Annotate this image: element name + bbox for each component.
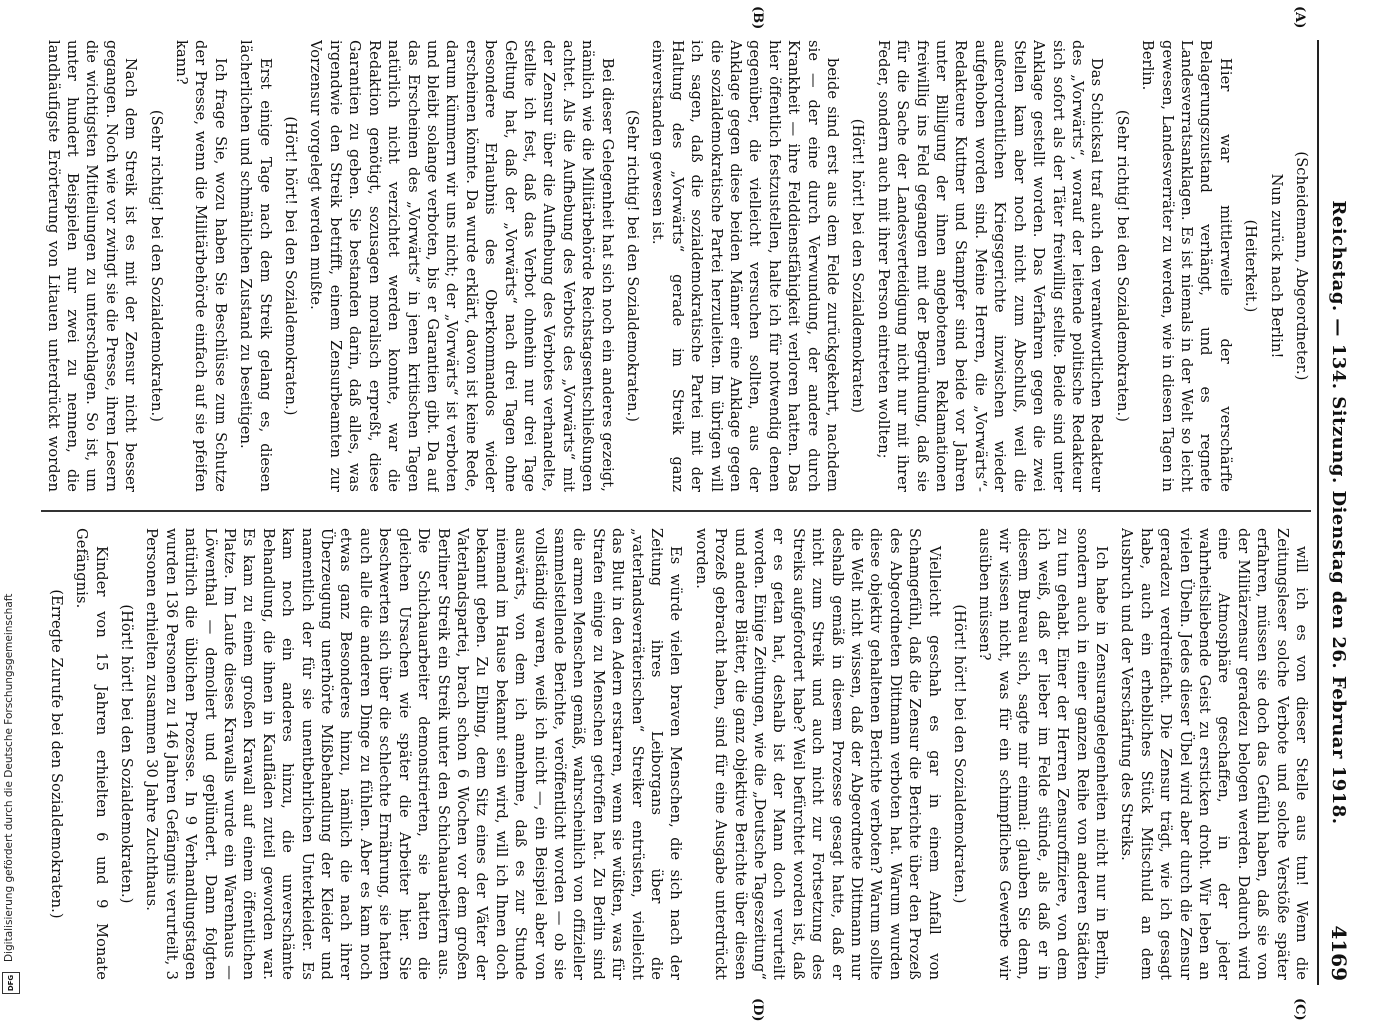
paragraph: beide sind erst aus dem Felde zurückgekehrt, nachdem sie — der eine durch Verwundung, der andere durch Krankheit — ihre Felddienstfähigkeit verloren hatten. Das hier öffentlich festzustellen, halte ich für notwendig denen gegenüber, die vielleicht versuchen sollten, aus der Anklage gegen diese beiden Männer eine Anklage gegen die sozialdemokratische Partei herzuleiten. Im übrigen will ich sagen, daß die sozialdemokratische Partei mit der Haltung des „Vorwärts“ gerade im Streik ganz einverstanden gewesen ist. [649, 40, 842, 492]
paragraph: (Erregte Zurufe bei den Sozialdemokraten.) [47, 589, 65, 919]
paragraph: (Hört! hört! bei den Sozialdemokraten) [849, 118, 867, 414]
paragraph: Das Schicksal traf auch den verantwortlichen Redakteur des „Vorwärts“, worauf der leitende politische Redakteur sich sofort als der Täter freiwillig stellte. Beide sind unter Anklage gestellt worden. Das Verfahren gegen die zwei Stellen kam aber noch nicht zum Abschluß, weil die außerordentlichen Kriegsgerichte inzwischen wieder aufgehoben worden sind. Meine Herren, die „Vorwärts“-Redakteure Kuttner und Stampfer sind beide vor Jahren unter Billigung der ihnen angebotenen Reklamationen freiwillig ins Feld gegangen mit der Begründung, daß sie für die Sache der Landesverteidigung nicht nur mit ihrer Feder, sondern auch mit ihrer Person eintreten wollten; [874, 40, 1106, 492]
margin-marker-d: (D) [750, 998, 765, 1022]
margin-marker-a: (A) [1292, 6, 1307, 29]
paragraph: (Hört! hört! bei den Sozialdemokraten.) [118, 604, 136, 904]
paragraph: (Heiterkeit.) [1242, 219, 1260, 313]
paragraph: Bei dieser Gelegenheit hat sich noch ein anderes gezeigt, nämlich wie die Militärbehörde Reichstagsentschließungen achtet. Als die Aufhebung des Verbots des „Vorwärts“ mit der Zensur über die Aufhebung des Verbotes verhandelte, stellte ich fest, daß das Verbot ohnehin nur drei Tage Geltung hat, daß der „Vorwärts“ nach drei Tagen ohne besondere Erlaubnis des Oberkommandos wieder erscheinen könnte. Da wurde erklärt, davon ist keine Rede, darum kümmern wir uns nicht; der „Vorwärts“ ist verboten und bleibt solange verboten, bis er Garantien gibt. Da auf das Erscheinen des „Vorwärts“ in jenen kritischen Tagen natürlich nicht verzichtet werden konnte, war die Redaktion genötigt, sozusagen moralisch erpreßt, diese Garantien zu geben. Sie bestanden darin, daß alles, was irgendwie den Streik betrifft, einem Zensurbeamten zur Vorzensur vorgelegt werden mußte. [307, 40, 616, 492]
paragraph: will ich es von dieser Stelle aus tun! Wenn die Zeitungsleser solche Verbote und solche Verstöße später erfahren, müssen sie doch das Gefühl haben, daß sie von der Militärzensur geradezu belogen werden. Dadurch wird eine Atmosphäre geschaffen, in der jeder wahrheitsliebende Geist zu ersticken droht. Wir leben an vielen Übeln. Jedes dieser Übel wird aber durch die Zensur geradezu verdreifacht. Die Zensur trägt, wie ich gesagt habe, auch ein erhebliches Stück Mitschuld an dem Ausbruch und der Verschärfung des Streiks. [1118, 528, 1310, 980]
dfg-logo-text: DFG [7, 974, 15, 992]
dfg-logo [2, 972, 20, 994]
paragraph: (Hört! hört! bei den Sozialdemokraten.) [951, 604, 969, 904]
paragraph: (Hört! hört! bei den Sozialdemokraten.) [282, 116, 300, 416]
text-columns [41, 40, 1311, 985]
paragraph: Ich habe in Zensurangelegenheiten nicht nur in Berlin, sondern auch in einer ganzen Reihe von anderen Städten zu tun gehabt. Einer der Herren Zensuroffiziere, von dem ich weiß, daß er lieber im Felde stünde, als daß er in diesem Bureau sich, sagte mir einmal: glauben Sie denn, wir wissen nicht, was für ein schimpfliches Gewerbe wir ausüben müssen? [976, 528, 1110, 980]
document-page [35, 6, 1355, 1022]
page-number: 4169 [1327, 925, 1351, 981]
paragraph: Erst einige Tage nach dem Streik gelang es, diesen lächerlichen und schmählichen Zustand zu beseitigen. [237, 40, 274, 492]
paragraph: Nun zurück nach Berlin! [1267, 173, 1285, 359]
paragraph: (Sehr richtig! bei den Sozialdemokraten.) [147, 109, 165, 423]
column-divider [41, 510, 1311, 512]
paragraph: Kinder von 15 Jahren erhielten 6 und 9 Monate Gefängnis. [73, 528, 110, 980]
funding-sidebar [0, 0, 22, 1000]
paragraph: Vielleicht geschah es gar in einem Anfall von Schamgefühl, daß die Zensur die Berichte über den Prozeß des Abgeordneten Dittmann verboten hat. Warum wurden diese objektiv gehaltenen Berichte verboten? Warum sollte die Welt nicht wissen, daß der Abgeordnete Dittmann nur deshalb gemäß in diesem Prozesse gesagt hatte, daß er nicht zum Streik und auch nicht zur Fortsetzung des Streiks aufgefordert habe? Weil befürchtet worden ist, daß er es getan hat, deshalb ist der Mann doch verurteilt worden. Einige Zeitungen, wie die „Deutsche Tageszeitung“ und andere Blätter, die ganz objektive Berichte über diesen Prozeß gebracht haben, sind für eine Ausgabe unterdrückt worden. [692, 528, 943, 980]
funding-note: Digitalisierung gefördert durch die Deutsche Forschungsgemeinschaft [3, 593, 15, 962]
paragraph: (Sehr richtig! bei den Sozialdemokraten.) [624, 109, 641, 423]
paragraph: Hier war mittlerweile der verschärfte Belagerungszustand verhängt, und es regnete Landesverratsanklagen. Es ist niemals in der Welt so leicht gewesen, Landesverräter zu werden, wie in diesen Tagen in Berlin. [1139, 40, 1234, 492]
page-title: Reichstag. — 134. Sitzung. Dienstag den 26. Februar 1918. [1328, 200, 1349, 825]
paragraph: (Sehr richtig! bei den Sozialdemokraten.) [1113, 109, 1131, 423]
margin-marker-b: (B) [750, 6, 765, 30]
paragraph: (Scheidemann, Abgeordneter.) [1293, 151, 1310, 381]
left-column [41, 40, 1311, 492]
right-column [41, 528, 1311, 980]
paragraph: Nach dem Streik ist es mit der Zensur nicht besser gegangen. Noch wie vor zwingt sie die Presse, ihren Lesern die wichtigsten Mitteilungen zu unterschlagen. So ist, um unter hundert Beispielen nur zwei zu nennen, die landhäufigste Erörterung von Litauen unterdrückt worden [44, 40, 140, 492]
paragraph: Es würde vielen braven Menschen, die sich nach der Zeitung ihres Leiborgans über die „vaterlandsverräterischen“ Streiker entrüsten, vielleicht das Blut in den Adern erstarren, wenn sie wüßten, was für Strafen einige zu Menschen getroffen hat. Zu Berlin sind die armen Menschen gemäß, wahrscheinlich von offizieller sammelstellende Berichte, veröffentlicht worden — ob sie vollständig waren, weiß ich nicht —, ein Beispiel aber von auswärts, von dem ich annehme, daß es zur Stunde niemand im Hause bekannt sein wird, will ich Ihnen doch bekannt geben. Zu Elbing, dem Sitz eines der Väter der Vaterlandspartei, brach schon 6 Wochen vor dem großen Berliner Streik ein Streik unter den Schichauarbeitern aus. Die Schichauarbeiter demonstrierten, sie hatten die gleichen Ursachen wie später die Arbeiter hier. Sie beschwerten sich über die schlechte Ernährung, sie hatten auch alle die anderen Dinge zu fühlen. Aber es kam noch etwas ganz Besonderes hinzu, nämlich die nach ihrer Überzeugung unerhörte Mißbehandlung der Kleider und namentlich der für sie unentbehrlichen Unterkleider. Es kam noch ein anderes hinzu, die unverschämte Behandlung, die ihnen in Kaufläden zuteil geworden war. Es kam zu einem großen Krawall auf einem öffentlichen Platze. Im Laufe dieses Krawalls wurde ein Warenhaus — Löwenthal — demoliert und geplündert. Dann folgten natürlich die üblichen Prozesse. In 9 Verhandlungstagen wurden 136 Personen zu 146 Jahren Gefängnis verurteilt, 3 Personen erhielten zusammen 30 Jahre Zuchthaus. [143, 528, 685, 980]
paragraph: Ich frage Sie, wozu haben Sie Beschlüsse zum Schutze der Presse, wenn die Militärbehörde einfach auf sie pfeifen kann? [173, 40, 229, 492]
margin-marker-c: (C) [1292, 998, 1307, 1021]
page-header [1317, 40, 1355, 985]
